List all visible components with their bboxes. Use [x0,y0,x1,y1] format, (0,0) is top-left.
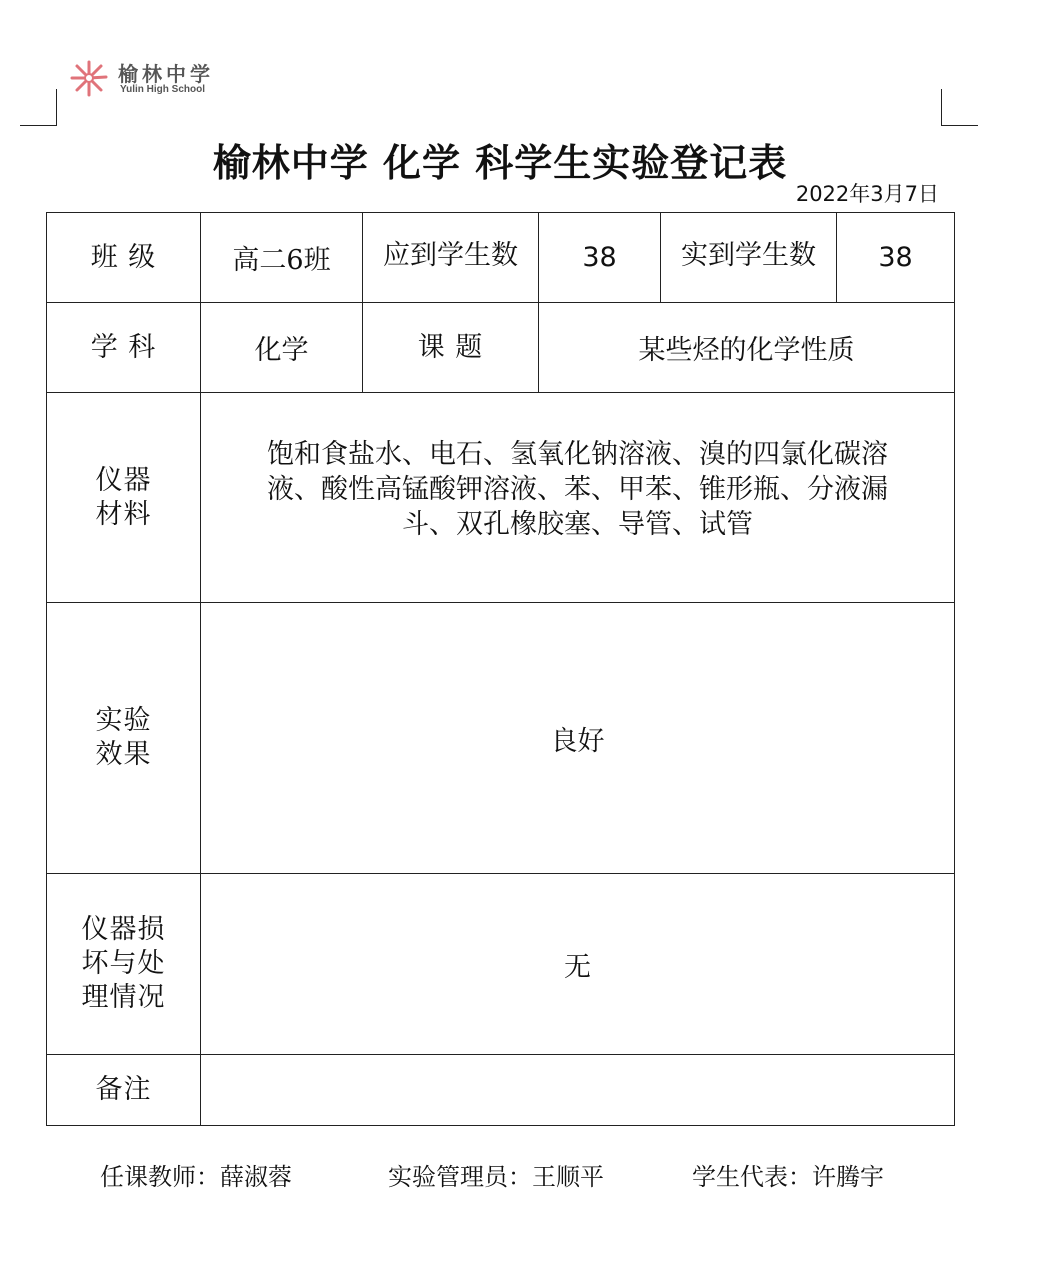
effect-label [47,603,201,874]
crop-mark-right [941,89,978,126]
table-row [47,1055,955,1126]
topic-label: 课 题 [363,303,539,393]
logo-name-cn: 榆林中学 [118,62,214,86]
equipment-label-line: 仪器 [95,464,152,496]
damage-label-line: 坏与处 [81,948,166,979]
student-signature: 学生代表：许腾宇 [692,1163,884,1191]
subject-label: 学 科 [47,303,201,393]
damage-label-line: 理情况 [81,982,166,1013]
teacher-signature: 任课教师：薛淑蓉 [100,1163,292,1191]
expected-students-label: 应到学生数 [363,213,539,303]
table-row [47,213,955,303]
effect-label-line: 效果 [95,739,152,770]
expected-students-value: 38 [539,213,661,303]
equipment-label [47,393,201,603]
school-logo [68,56,238,100]
damage-value: 无 [201,874,955,1055]
class-label: 班 级 [47,213,201,303]
crop-mark-left [20,89,57,126]
damage-label-line: 仪器损 [81,914,166,945]
flower-logo-icon [68,58,110,98]
equipment-line: 饱和食盐水、电石、氢氧化钠溶液、溴的四氯化碳溶 [267,439,888,470]
table-row [47,393,955,603]
actual-students-label: 实到学生数 [661,213,837,303]
equipment-value [201,393,955,603]
equipment-line: 液、酸性高锰酸钾溶液、苯、甲苯、锥形瓶、分液漏 [267,474,888,505]
subject-value: 化学 [201,303,363,393]
effect-value: 良好 [201,603,955,874]
equipment-line: 斗、双孔橡胶塞、导管、试管 [402,509,753,540]
damage-label [47,874,201,1055]
class-value: 高二6班 [201,213,363,303]
page-title: 榆林中学 化学 科学生实验登记表 [212,140,788,185]
remark-label: 备注 [47,1055,201,1126]
table-row [47,603,955,874]
effect-label-line: 实验 [95,705,152,736]
registration-table [46,212,955,1126]
remark-value [201,1055,955,1126]
table-row [47,874,955,1055]
logo-name-en: Yulin High School [120,84,205,95]
actual-students-value: 38 [837,213,955,303]
equipment-label-line: 材料 [95,498,152,530]
topic-value: 某些烃的化学性质 [539,303,955,393]
manager-signature: 实验管理员：王顺平 [388,1163,604,1191]
form-date: 2022年3月7日 [795,182,939,206]
table-row [47,303,955,393]
